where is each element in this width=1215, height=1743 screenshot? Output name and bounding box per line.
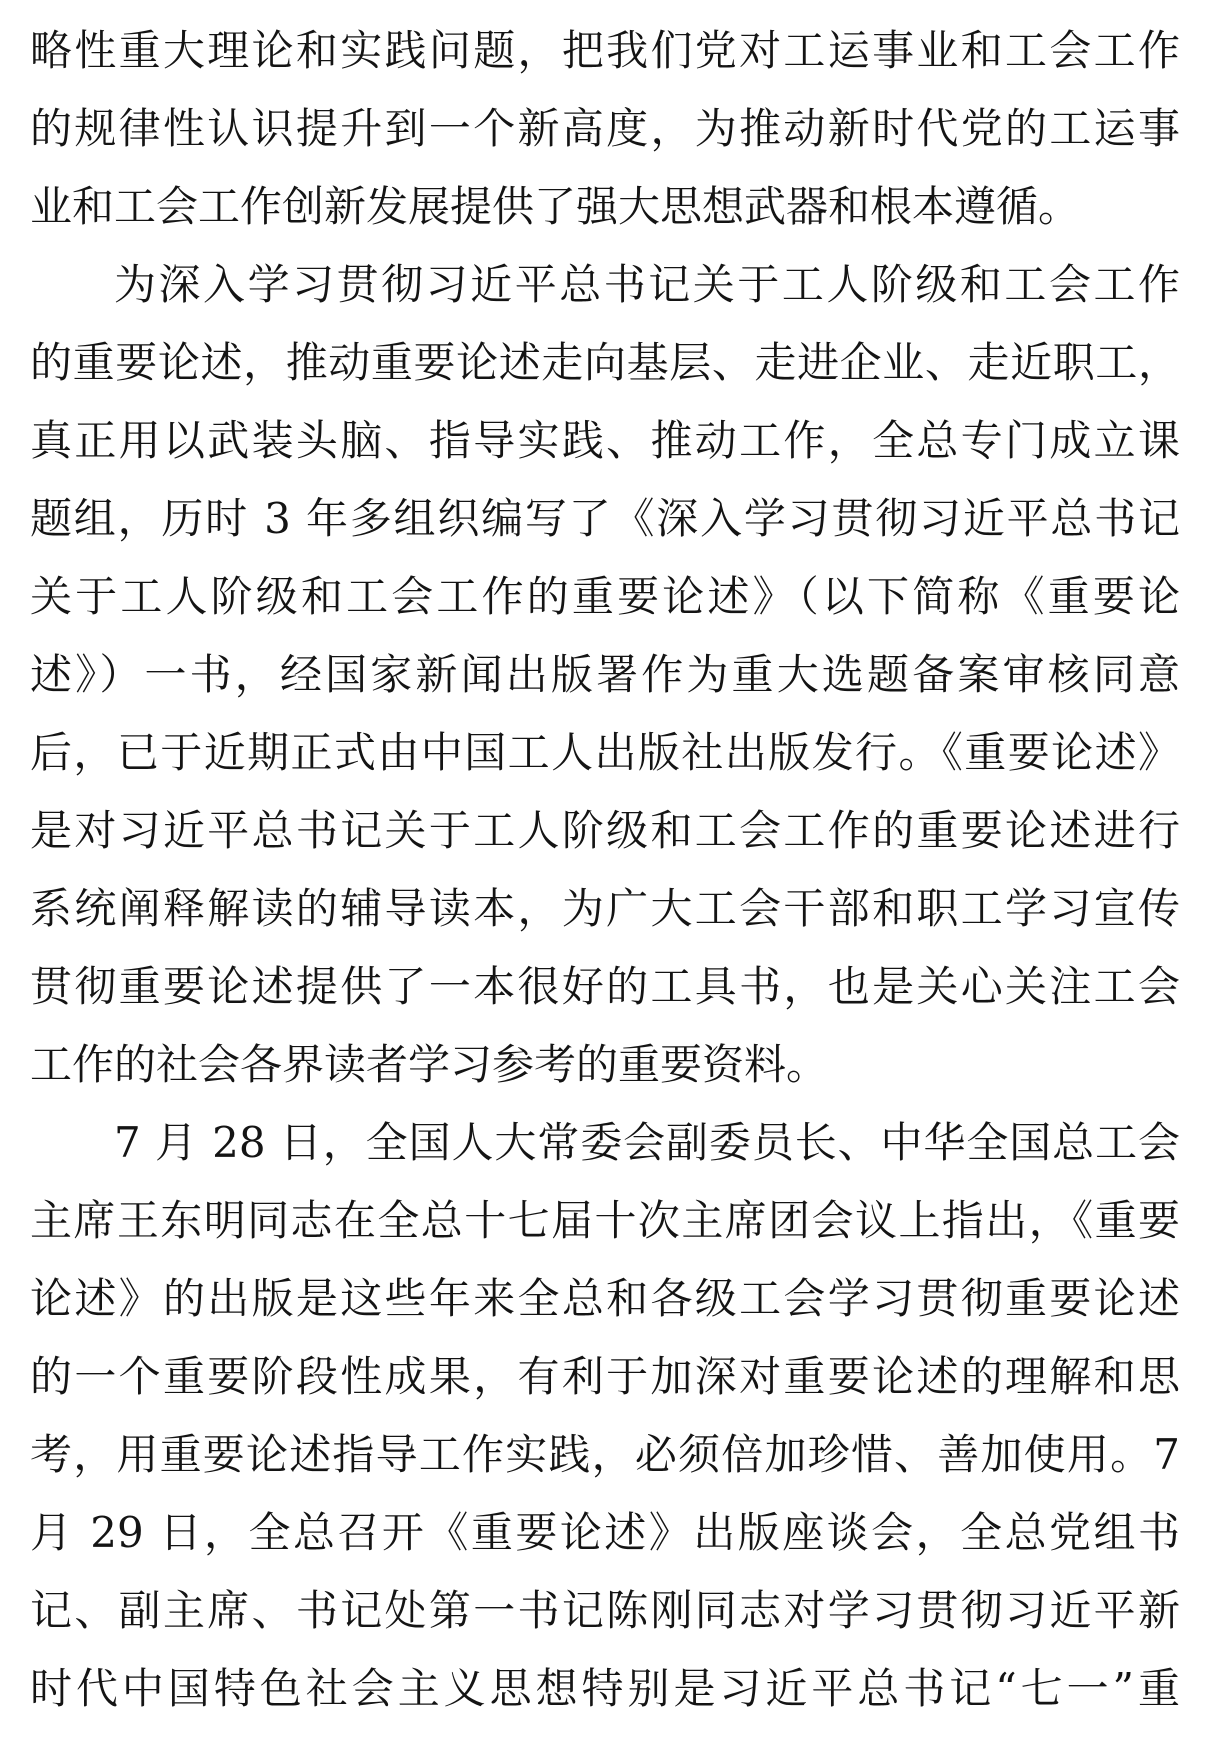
paragraph-first-line: 为深入学习贯彻习近平总书记关于工人阶级和工会工作 [114,260,1180,309]
text-line: 记、副主席、书记处第一书记陈刚同志对学习贯彻习近平新 [30,1586,1180,1635]
text-line: 工作的社会各界读者学习参考的重要资料。 [30,1040,829,1089]
text-line: 主席王东明同志在全总十七届十次主席团会议上指出，《重要 [30,1196,1180,1245]
article-body [30,12,1180,1728]
text-line: 略性重大理论和实践问题，把我们党对工运事业和工会工作 [30,26,1180,75]
text-line: 系统阐释解读的辅导读本，为广大工会干部和职工学习宣传 [30,884,1180,933]
text-line: 时代中国特色社会主义思想特别是习近平总书记“七一”重 [30,1664,1180,1713]
text-line: 是对习近平总书记关于工人阶级和工会工作的重要论述进行 [30,806,1180,855]
text-line: 考，用重要论述指导工作实践，必须倍加珍惜、善加使用。7 [30,1430,1180,1479]
text-line: 题组，历时 3 年多组织编写了《深入学习贯彻习近平总书记 [30,494,1180,543]
text-line: 的一个重要阶段性成果，有利于加深对重要论述的理解和思 [30,1352,1180,1401]
text-line: 真正用以武装头脑、指导实践、推动工作，全总专门成立课 [30,416,1180,465]
text-line: 述》）一书，经国家新闻出版署作为重大选题备案审核同意 [30,650,1180,699]
text-line: 论述》的出版是这些年来全总和各级工会学习贯彻重要论述 [30,1274,1180,1323]
text-line: 的重要论述，推动重要论述走向基层、走进企业、走近职工， [30,338,1180,387]
text-line: 关于工人阶级和工会工作的重要论述》（以下简称《重要论 [30,572,1180,621]
text-line: 后，已于近期正式由中国工人出版社出版发行。《重要论述》 [30,728,1180,777]
text-line: 月 29 日，全总召开《重要论述》出版座谈会，全总党组书 [30,1508,1180,1557]
paragraph-first-line: 7 月 28 日，全国人大常委会副委员长、中华全国总工会 [114,1118,1180,1167]
text-line: 贯彻重要论述提供了一本很好的工具书，也是关心关注工会 [30,962,1180,1011]
text-line: 业和工会工作创新发展提供了强大思想武器和根本遵循。 [30,182,1081,231]
text-line: 的规律性认识提升到一个新高度，为推动新时代党的工运事 [30,104,1180,153]
